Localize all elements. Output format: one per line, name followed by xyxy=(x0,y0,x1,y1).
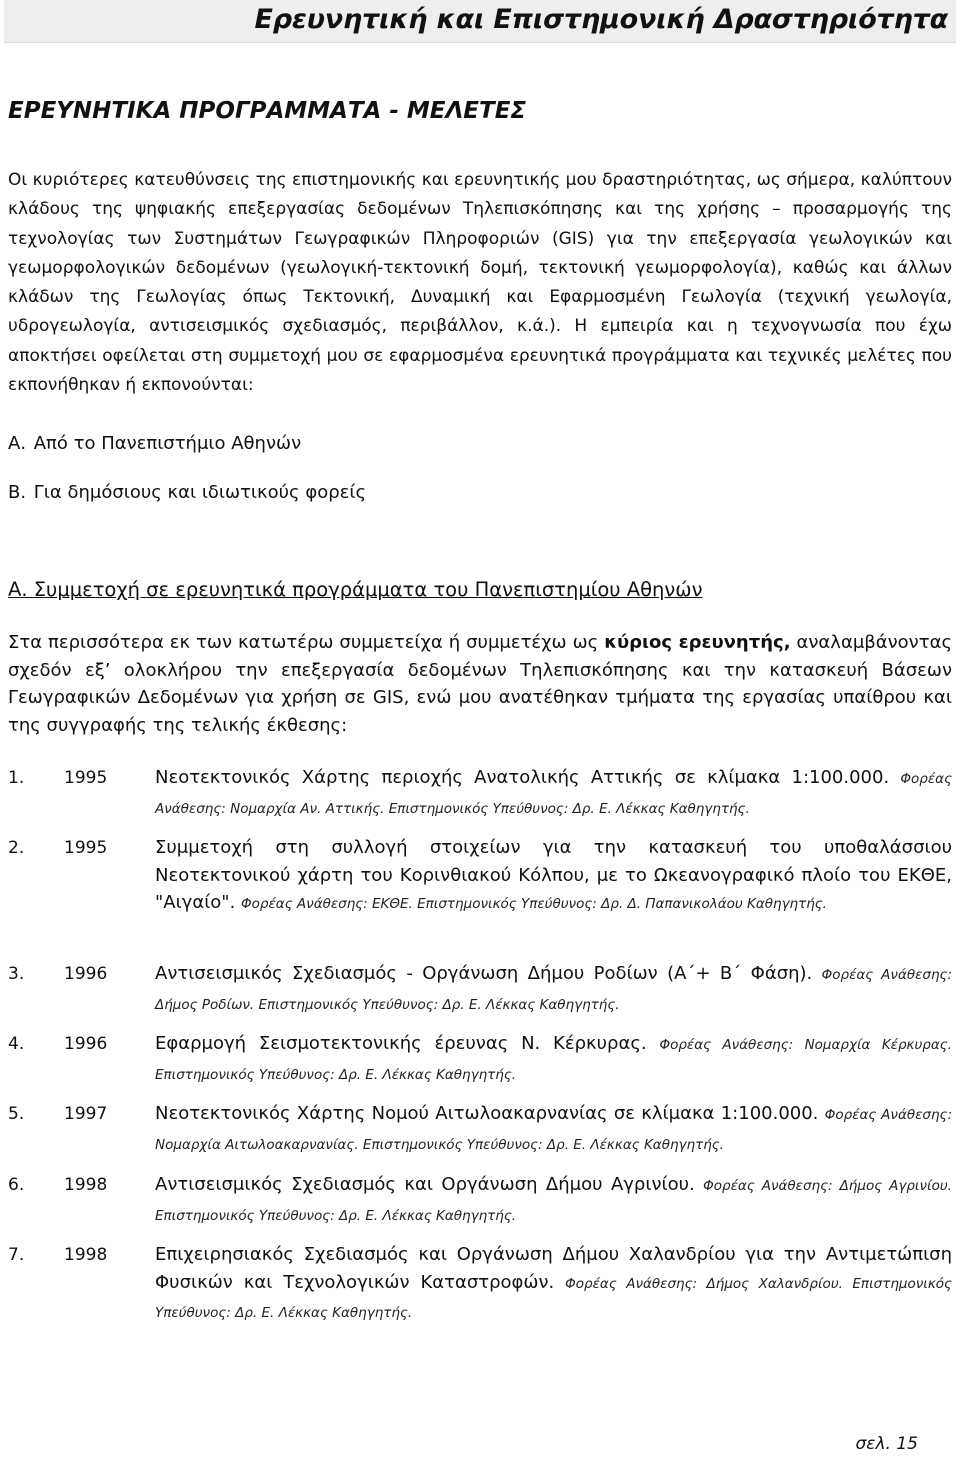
list-item xyxy=(8,433,301,454)
project-title: Αντισεισμικός Σχεδιασμός και Οργάνωση Δήμου Αγρινίου. xyxy=(155,1174,695,1195)
project-number: 2. xyxy=(8,838,25,858)
page-header-band xyxy=(4,0,956,43)
project-title: Νεοτεκτονικός Χάρτης Νομού Αιτωλοακαρνανίας σε κλίμακα 1:100.000. xyxy=(155,1103,819,1124)
project-meta: Φορέας Ανάθεσης: Δήμος Χαλανδρίου. Επιστημονικός Υπεύθυνος: Δρ. Ε. Λέκκας Καθηγητής. xyxy=(155,1275,952,1322)
project-meta: Φορέας Ανάθεσης: Νομαρχία Κέρκυρας. Επιστημονικός Υπεύθυνος: Δρ. Ε. Λέκκας Καθηγητής. xyxy=(155,1037,952,1083)
project-meta: Φορέας Ανάθεσης: Δήμος Ροδίων. Επιστημονικός Υπεύθυνος: Δρ. Ε. Λέκκας Καθηγητής. xyxy=(155,967,952,1013)
project-meta: Φορέας Ανάθεσης: Νομαρχία Αν. Αττικής. Επιστημονικός Υπεύθυνος: Δρ. Ε. Λέκκας Καθηγητής. xyxy=(155,771,952,817)
subsection-intro xyxy=(8,629,952,740)
project-number: 7. xyxy=(8,1245,25,1265)
subsection-intro-text: Στα περισσότερα εκ των κατωτέρω συμμετείχα ή συμμετέχω ως xyxy=(8,632,605,653)
project-year: 1995 xyxy=(64,768,108,788)
project-body xyxy=(155,764,952,823)
project-meta: Φορέας Ανάθεσης: Νομαρχία Αιτωλοακαρνανίας. Επιστημονικός Υπεύθυνος: Δρ. Ε. Λέκκας Καθηγητής. xyxy=(155,1107,952,1153)
list-item-marker: Β. xyxy=(8,482,27,503)
project-year: 1995 xyxy=(64,838,108,858)
project-number: 5. xyxy=(8,1104,25,1124)
page-title: Ερευνητική και Επιστημονική Δραστηριότητα xyxy=(254,4,948,35)
project-item xyxy=(8,1100,952,1156)
project-title: Συμμετοχή στη συλλογή στοιχείων για την κατασκευή του υποθαλάσσιου Νεοτεκτονικού χάρτη του Κορινθιακού Κόλπου, με το Ωκεανογραφικό πλοίο του ΕΚΘΕ, "Αιγαίο". xyxy=(155,837,952,914)
project-meta: Φορέας Ανάθεσης: Δήμος Αγρινίου. Επιστημονικός Υπεύθυνος: Δρ. Ε. Λέκκας Καθηγητής. xyxy=(155,1178,952,1224)
project-item xyxy=(8,1030,952,1086)
project-year: 1998 xyxy=(64,1245,108,1265)
project-item xyxy=(8,1241,952,1325)
project-number: 6. xyxy=(8,1175,25,1195)
project-year: 1996 xyxy=(64,1034,108,1054)
list-item-marker: Α. xyxy=(8,433,27,454)
intro-paragraph: Οι κυριότερες κατευθύνσεις της επιστημονικής και ερευνητικής μου δραστηριότητας, ως σήμερα, καλύπτουν κλάδους της ψηφιακής επεξεργασίας δεδομένων Τηλεπισκόπησης και της χρήσης – προσαρμογής της τεχνολογίας των Συστημάτων Γεωγραφικών Πληροφοριών (GIS) για την επεξεργασία γεωλογικών και γεωμορφολογικών δεδομένων (γεωλογική-τεκτονική δομή, τεκτονική γεωμορφολογία), καθώς και άλλων κλάδων της Γεωλογίας όπως Τεκτονική, Δυναμική και Εφαρμοσμένη Γεωλογία (τεχνική γεωλογία, υδρογεωλογία, αντισεισμικός σχεδιασμός, περιβάλλον, κ.ά.). Η εμπειρία και η τεχνογνωσία που έχω αποκτήσει οφείλεται στη συμμετοχή μου σε εφαρμοσμένα ερευνητικά προγράμματα και τεχνικές μελέτες που εκπονήθηκαν ή εκπονούνται: xyxy=(8,170,952,396)
subsection-intro-emphasis: κύριος ερευνητής, xyxy=(604,632,791,653)
project-title: Επιχειρησιακός Σχεδιασμός και Οργάνωση Δήμου Χαλανδρίου για την Αντιμετώπιση Φυσικών και Τεχνολογικών Καταστροφών. xyxy=(155,1244,952,1293)
section-heading: ΕΡΕΥΝΗΤΙΚΑ ΠΡΟΓΡΑΜΜΑΤΑ - ΜΕΛΕΤΕΣ xyxy=(8,98,527,124)
project-body xyxy=(155,1241,952,1328)
project-item xyxy=(8,764,952,820)
subsection-intro-text-rest: αναλαμβάνοντας σχεδόν εξ’ ολοκλήρου την επεξεργασία δεδομένων Τηλεπισκόπησης και την κατασκευή Βάσεων Γεωγραφικών Δεδομένων για χρήση σε GIS, ενώ μου ανατέθηκαν τμήματα της εργασίας υπαίθρου και της συγγραφής της τελικής έκθεσης: xyxy=(8,632,953,737)
project-year: 1997 xyxy=(64,1104,108,1124)
project-number: 3. xyxy=(8,964,25,984)
project-item xyxy=(8,834,952,946)
subsection-heading: Α. Συμμετοχή σε ερευνητικά προγράμματα του Πανεπιστημίου Αθηνών xyxy=(8,578,703,601)
project-title: Νεοτεκτονικός Χάρτης περιοχής Ανατολικής Αττικής σε κλίμακα 1:100.000. xyxy=(155,767,890,788)
list-item xyxy=(8,482,366,503)
project-title: Αντισεισμικός Σχεδιασμός - Οργάνωση Δήμου Ροδίων (Α΄+ Β΄ Φάση). xyxy=(155,963,813,984)
project-year: 1998 xyxy=(64,1175,108,1195)
list-item-text: Για δημόσιους και ιδιωτικούς φορείς xyxy=(33,482,367,503)
project-body xyxy=(155,960,952,1019)
list-item-text: Από το Πανεπιστήμιο Αθηνών xyxy=(33,433,302,454)
project-number: 1. xyxy=(8,768,25,788)
project-body xyxy=(155,834,952,919)
project-title: Εφαρμογή Σεισμοτεκτονικής έρευνας Ν. Κέρκυρας. xyxy=(155,1033,647,1054)
project-body xyxy=(155,1100,952,1159)
project-year: 1996 xyxy=(64,964,108,984)
project-body xyxy=(155,1171,952,1230)
project-body xyxy=(155,1030,952,1089)
project-item xyxy=(8,1171,952,1227)
project-meta: Φορέας Ανάθεσης: ΕΚΘΕ. Επιστημονικός Υπεύθυνος: Δρ. Δ. Παπανικολάου Καθηγητής. xyxy=(241,896,827,913)
page-number: σελ. 15 xyxy=(855,1434,918,1454)
project-number: 4. xyxy=(8,1034,25,1054)
project-item xyxy=(8,960,952,1016)
